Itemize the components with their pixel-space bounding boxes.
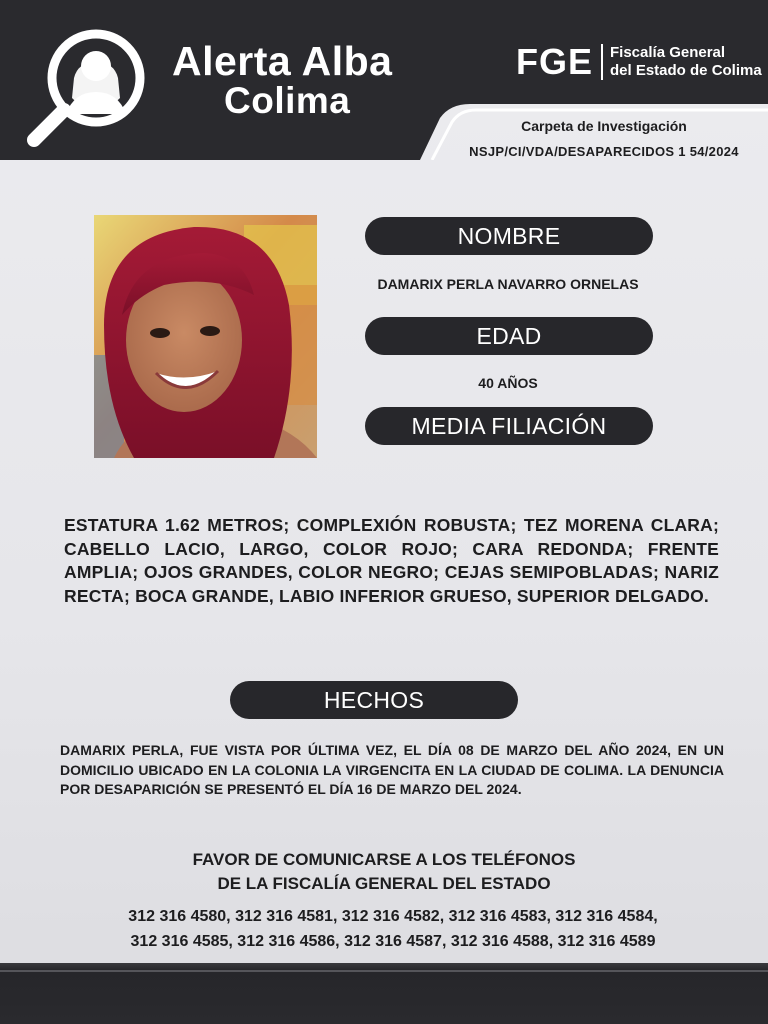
agency-name-line1: Fiscalía General	[610, 44, 726, 61]
agency-divider	[601, 44, 603, 80]
agency-abbreviation: FGE	[516, 41, 594, 82]
description-text: ESTATURA 1.62 METROS; COMPLEXIÓN ROBUSTA; TEZ MORENA CLARA; CABELLO LACIO, LARGO, COLOR ROJO; CARA REDONDA; FRENTE AMPLIA; OJOS GRANDES, COLOR NEGRO; CEJAS SEMIPOBLADAS; NARIZ RECTA; BOCA GRANDE, LABIO INFERIOR GRUESO, SUPERIOR DELGADO.	[64, 515, 719, 606]
contact-line2: DE LA FISCALÍA GENERAL DEL ESTADO	[217, 874, 551, 893]
facts-heading: HECHOS	[230, 681, 518, 719]
name-value: DAMARIX PERLA NAVARRO ORNELAS	[377, 276, 639, 292]
phone-numbers-line1: 312 316 4580, 312 316 4581, 312 316 4582, 312 316 4583, 312 316 4584,	[128, 908, 658, 925]
case-label: Carpeta de Investigación	[521, 118, 687, 134]
name-heading: NOMBRE	[365, 217, 653, 255]
agency-name-line2: del Estado de Colima	[610, 62, 762, 79]
missing-person-photo	[94, 215, 317, 458]
footer-band	[0, 963, 768, 1024]
footer-divider	[0, 970, 768, 972]
description-heading: MEDIA FILIACIÓN	[365, 407, 653, 445]
case-number: NSJP/CI/VDA/DESAPARECIDOS 1 54/2024	[469, 144, 739, 159]
brand-title: Alerta Alba	[172, 38, 393, 84]
age-value: 40 AÑOS	[478, 375, 538, 391]
age-heading: EDAD	[365, 317, 653, 355]
contact-line1: FAVOR DE COMUNICARSE A LOS TELÉFONOS	[192, 850, 576, 869]
magnifier-person-icon	[22, 18, 154, 148]
phone-numbers-line2: 312 316 4585, 312 316 4586, 312 316 4587, 312 316 4588, 312 316 4589	[130, 933, 656, 950]
facts-text: DAMARIX PERLA, FUE VISTA POR ÚLTIMA VEZ, EL DÍA 08 DE MARZO DEL AÑO 2024, EN UN DOMICILIO UBICADO EN LA COLONIA LA VIRGENCITA EN LA CIUDAD DE COLIMA. LA DENUNCIA POR DESAPARICIÓN SE PRESENTÓ EL DÍA 16 DE MARZO DEL 2024.	[60, 742, 724, 797]
brand-subtitle: Colima	[224, 80, 351, 121]
